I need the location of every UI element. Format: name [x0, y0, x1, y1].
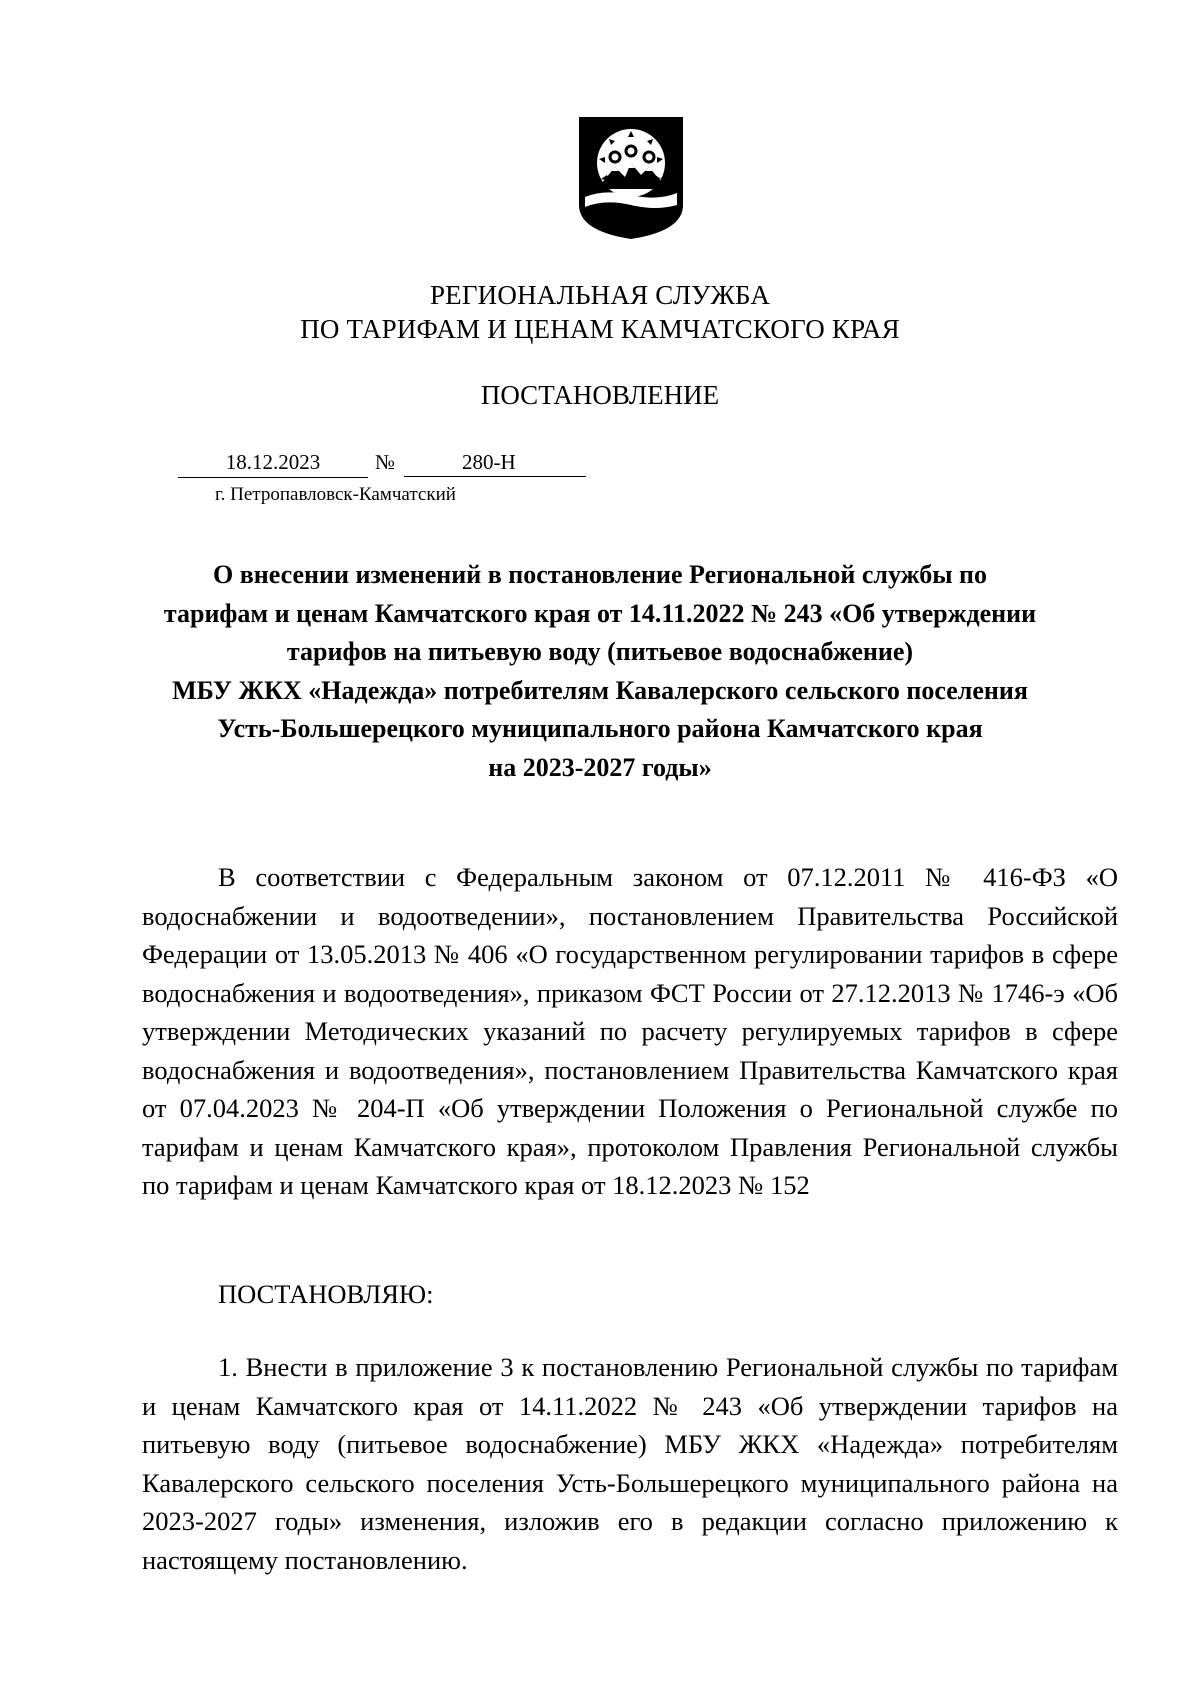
- title-line-6: на 2023-2027 годы»: [488, 752, 712, 782]
- registration-number: 280-Н: [404, 447, 586, 477]
- kamchatka-coat-of-arms-icon: [575, 113, 687, 241]
- preamble-paragraph: В соответствии с Федеральным законом от 07.12.2011 № 416-ФЗ «О водоснабжении и водоотведении», постановлением Правительства Российской Федерации от 13.05.2013 № 406 «О государственном регулировании тарифов в сфере водоснабжения и водоотведения», приказом ФСТ России от 27.12.2013 № 1746-э «Об утверждении Методических указаний по расчету регулируемых тарифов в сфере водоснабжения и водоотведения», постановлением Правительства Камчатского края от 07.04.2023 № 204-П «Об утверждении Положения о Региональной службе по тарифам и ценам Камчатского края», протоколом Правления Региональной службы по тарифам и ценам Камчатского края от 18.12.2023 № 152: [142, 862, 1118, 1200]
- item-1-paragraph: 1. Внести в приложение 3 к постановлению Региональной службы по тарифам и ценам Камчатского края от 14.11.2022 № 243 «Об утверждении тарифов на питьевую воду (питьевое водоснабжение) МБУ ЖКХ «Надежда» потребителям Кавалерского сельского поселения Усть-Большерецкого муниципального района на 2023-2027 годы» изменения, изложив его в редакции согласно приложению к настоящему постановлению.: [142, 1352, 1118, 1575]
- issue-city: г. Петропавловск-Камчатский: [215, 484, 456, 505]
- document-type: ПОСТАНОВЛЕНИЕ: [480, 380, 720, 410]
- title-line-1: О внесении изменений в постановление Региональной службы по: [213, 560, 987, 589]
- decree-word: ПОСТАНОВЛЯЮ:: [218, 1279, 434, 1309]
- org-line-2: ПО ТАРИФАМ И ЦЕНАМ КАМЧАТСКОГО КРАЯ: [300, 314, 900, 344]
- organization-name: [0, 278, 1200, 346]
- org-line-1: РЕГИОНАЛЬНАЯ СЛУЖБА: [429, 280, 771, 310]
- registration-number-label: №: [374, 450, 396, 474]
- title-line-5: Усть-Большерецкого муниципального района Камчатского края: [217, 714, 983, 743]
- title-line-2: тарифам и ценам Камчатского края от 14.11.2022 № 243 «Об утверждении: [163, 598, 1037, 628]
- document-title: [120, 556, 1080, 787]
- title-line-4: МБУ ЖКХ «Надежда» потребителям Кавалерского сельского поселения: [172, 675, 1028, 705]
- registration-date: 18.12.2023: [178, 447, 368, 478]
- title-line-3: тарифов на питьевую воду (питьевое водоснабжение): [286, 637, 914, 666]
